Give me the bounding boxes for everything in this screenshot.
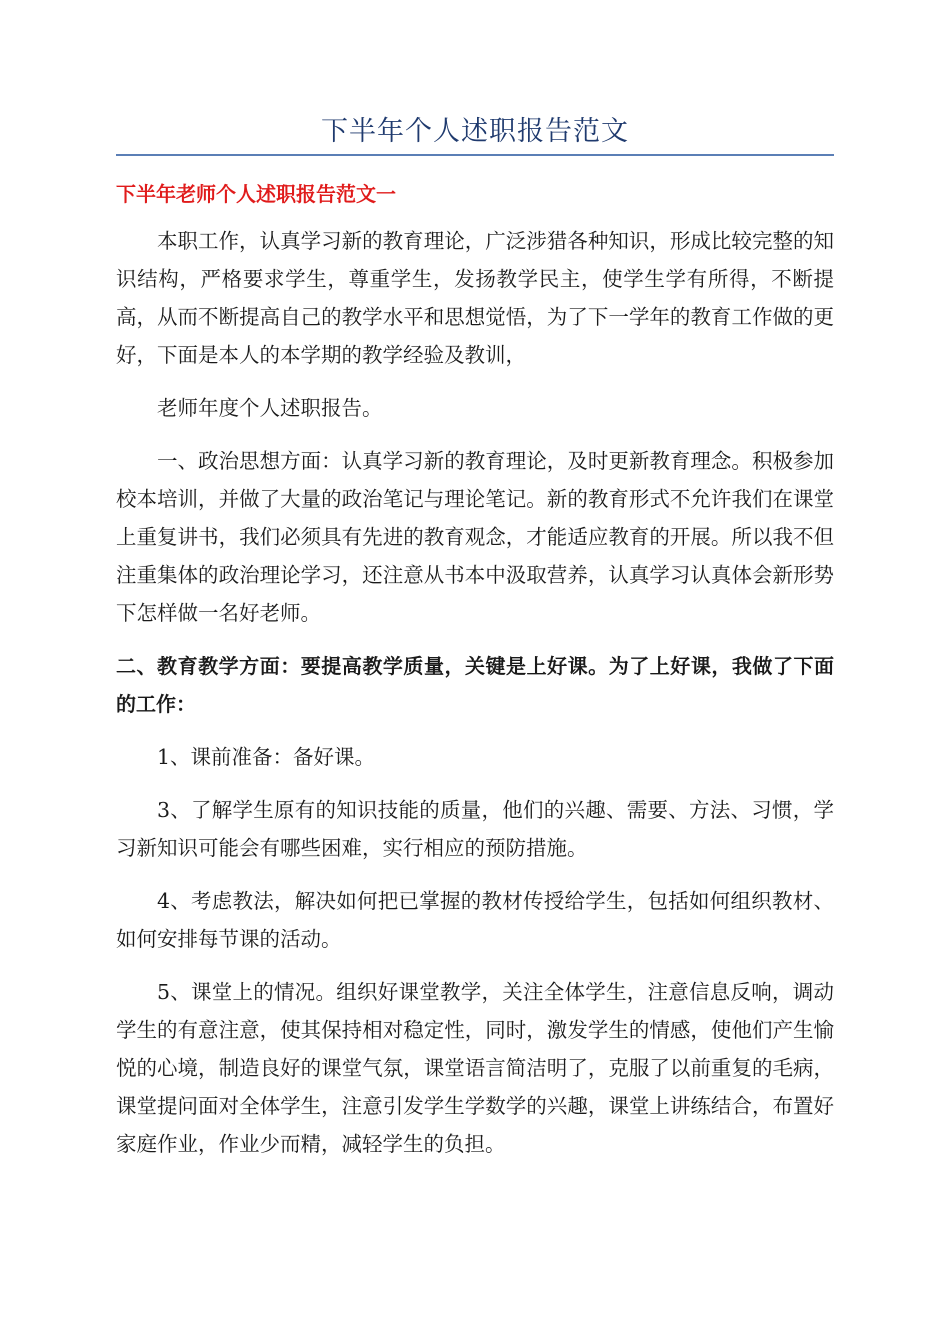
paragraph: 1、课前准备：备好课。 [157,745,376,769]
paragraph: 本职工作，认真学习新的教育理论，广泛涉猎各种知识，形成比较完整的知识结构，严格要求学生，尊重学生，发扬教学民主，使学生学有所得，不断提高，从而不断提高自己的教学水平和思想觉悟，为了下一学年的教育工作做的更好，下面是本人的本学期的教学经验及教训， [116,229,834,367]
section-heading: 下半年老师个人述职报告范文一 [116,182,396,206]
paragraph: 5、课堂上的情况。组织好课堂教学，关注全体学生，注意信息反响，调动学生的有意注意，使其保持相对稳定性，同时，激发学生的情感，使他们产生愉悦的心境，制造良好的课堂气氛，课堂语言简洁明了，克服了以前重复的毛病，课堂提问面对全体学生，注意引发学生学数学的兴趣，课堂上讲练结合，布置好家庭作业，作业少而精，减轻学生的负担。 [116,980,834,1156]
paragraph: 4、考虑教法，解决如何把已掌握的教材传授给学生，包括如何组织教材、如何安排每节课的活动。 [116,889,834,951]
paragraph: 老师年度个人述职报告。 [157,396,383,420]
bold-paragraph: 二、教育教学方面：要提高教学质量，关键是上好课。为了上好课，我做了下面的工作： [116,654,834,716]
document-body [116,222,834,1178]
title-divider [116,154,834,156]
document-title: 下半年个人述职报告范文 [321,116,629,147]
paragraph: 一、政治思想方面：认真学习新的教育理论，及时更新教育理念。积极参加校本培训，并做了大量的政治笔记与理论笔记。新的教育形式不允许我们在课堂上重复讲书，我们必须具有先进的教育观念，才能适应教育的开展。所以我不但注重集体的政治理论学习，还注意从书本中汲取营养，认真学习认真体会新形势下怎样做一名好老师。 [116,449,834,625]
paragraph: 3、了解学生原有的知识技能的质量，他们的兴趣、需要、方法、习惯，学习新知识可能会有哪些困难，实行相应的预防措施。 [116,798,834,860]
